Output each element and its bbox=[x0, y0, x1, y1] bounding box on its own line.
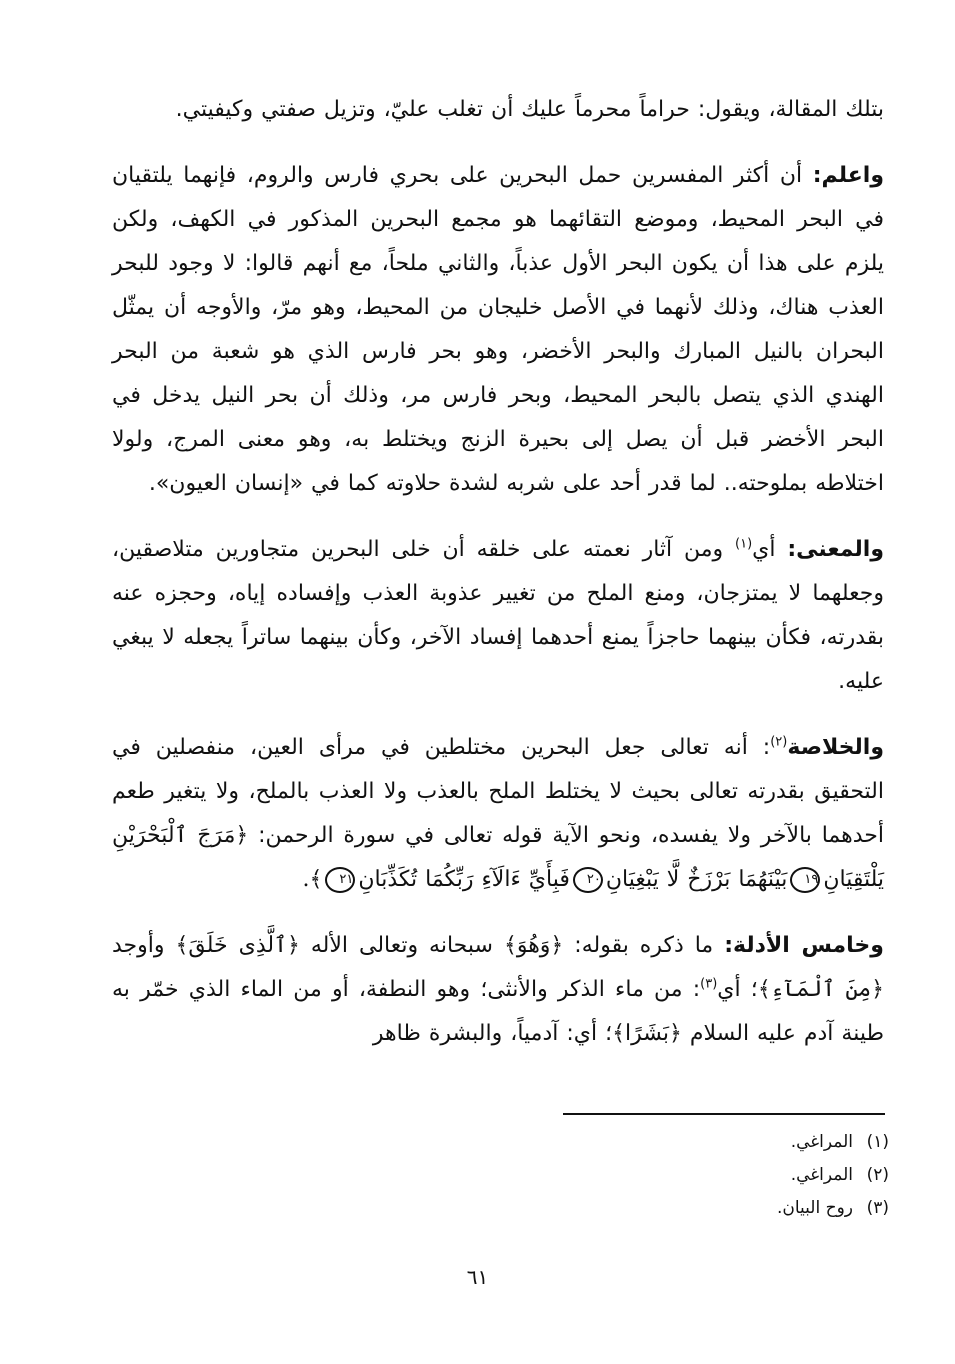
page-number: ٦١ bbox=[466, 1265, 489, 1289]
paragraph-5-lead: وخامس الأدلة: bbox=[724, 933, 884, 958]
ayah-20: بَيْنَهُمَا بَرْزَخٌ لَّا يَبْغِيَانِ bbox=[605, 867, 788, 892]
footnote-ref-2: (٢) bbox=[770, 734, 788, 750]
footnote-number: (١) bbox=[866, 1132, 889, 1152]
paragraph-1 bbox=[112, 88, 884, 132]
ayah-number-marker: ٢١ bbox=[325, 867, 355, 893]
ayah-21: فَبِأَيِّ ءَالَآءِ رَبِّكُمَا تُكَذِّبَانِ bbox=[358, 867, 570, 892]
paragraph-2-text: أن أكثر المفسرين حمل البحرين على بحري فارس والروم، فإنهما يلتقيان في البحر المحيط، وموضع التقائهما هو مجمع البحرين المذكور في الكهف، ولكن يلزم على هذا أن يكون البحر الأول عذباً، والثاني ملحاً، مع أنهم قالوا: لا وجود للبحر العذب هناك، وذلك لأنهما في الأصل خليجان من المحيط، وهو مرّ، والأوجه أن يمثّل البحران بالنيل المبارك والبحر الأخضر، وهو بحر فارس الذي هو شعبة من البحر الهندي الذي يتصل بالبحر المحيط، وبحر فارس مر، وذلك أن بحر النيل يدخل في البحر الأخضر قبل أن يصل إلى بحيرة الزنج ويختلط به، وهو معنى المرج، ولولا اختلاطه بملوحته.. لما قدر أحد على شربه لشدة حلاوته كما في «إنسان العيون». bbox=[112, 163, 884, 496]
quran-close-bracket: ﴾. bbox=[302, 867, 323, 892]
footnote-text: المراغي. bbox=[790, 1132, 853, 1152]
footnote-item bbox=[777, 1159, 889, 1192]
paragraph-4-text: : أنه تعالى جعل البحرين مختلطين في مرأى العين، منفصلين في التحقيق بقدرته تعالى بحيث لا يختلط الملح بالعذب ولا العذب بالملح، ولا يتغير طعم أحدهما بالآخر ولا يفسده، ونحو الآية قوله تعالى في سورة الرحمن: bbox=[112, 735, 885, 848]
ayah-number-marker: ١٩ bbox=[790, 867, 820, 893]
footnote-text: روح البيان. bbox=[776, 1198, 853, 1218]
paragraph-5-text-2: سبحانه وتعالى الأله bbox=[299, 933, 504, 958]
page-body bbox=[112, 88, 884, 1078]
footnote-ref-1: (١) bbox=[735, 536, 753, 552]
paragraph-5-text-5: : من ماء الذكر والأنثى؛ وهو النطفة، أو من الماء الذي خمّر به طينة آدم عليه السلام bbox=[112, 977, 884, 1046]
footnote-item bbox=[777, 1192, 889, 1225]
paragraph-1-text: بتلك المقالة، ويقول: حراماً محرماً عليك أن تغلب عليّ، وتزيل صفتي وكيفيتي. bbox=[175, 97, 884, 122]
paragraph-3-pre: أي bbox=[752, 537, 788, 562]
footnote-separator bbox=[563, 1113, 885, 1115]
quran-quote-4: ﴿بَشَرًا﴾ bbox=[612, 1021, 682, 1046]
footnotes bbox=[777, 1126, 889, 1225]
footnote-text: المراغي. bbox=[790, 1165, 853, 1185]
paragraph-2 bbox=[112, 154, 884, 506]
paragraph-3-lead: والمعنى: bbox=[787, 537, 884, 562]
paragraph-2-lead: واعلم: bbox=[812, 163, 884, 188]
ayah-19: مَرَجَ ٱلْبَحْرَيْنِ يَلْتَقِيَانِ bbox=[112, 823, 884, 892]
footnote-item bbox=[777, 1126, 889, 1159]
paragraph-5-text-1: ما ذكره بقوله: bbox=[563, 933, 725, 958]
quran-quote-1: ﴿وَهُوَ﴾ bbox=[503, 933, 564, 958]
footnote-number: (٣) bbox=[866, 1198, 889, 1218]
paragraph-3 bbox=[112, 528, 884, 704]
paragraph-5 bbox=[112, 924, 884, 1056]
paragraph-5-text-4: ؛ أي bbox=[717, 977, 758, 1002]
paragraph-4-lead: والخلاصة bbox=[787, 735, 884, 760]
ayah-number-marker: ٢٠ bbox=[573, 867, 603, 893]
footnote-ref-3: (٣) bbox=[700, 976, 718, 992]
quran-quote-3: ﴿مِنَ ٱلْمَآءِ﴾ bbox=[757, 977, 885, 1002]
paragraph-4 bbox=[112, 726, 884, 902]
footnote-number: (٢) bbox=[866, 1165, 889, 1185]
quran-quote-2: ﴿ٱلَّذِى خَلَقَ﴾ bbox=[175, 933, 300, 958]
paragraph-5-text-6: ؛ أي: آدمياً، والبشرة ظاهر bbox=[372, 1021, 613, 1046]
paragraph-3-text: ومن آثار نعمته على خلقه أن خلى البحرين متجاورين متلاصقين، وجعلهما لا يمتزجان، ومنع الملح من تغيير عذوبة العذب وإفساده إياه، وحجزه عنه بقدرته، فكأن بينهما حاجزاً يمنع أحدهما إفساد الآخر، وكأن بينهما ساتراً يجعله لا يبغي عليه. bbox=[112, 537, 884, 694]
quran-open-bracket: ﴿ bbox=[235, 823, 249, 848]
paragraph-5-text-3: وأوجد bbox=[112, 933, 176, 958]
